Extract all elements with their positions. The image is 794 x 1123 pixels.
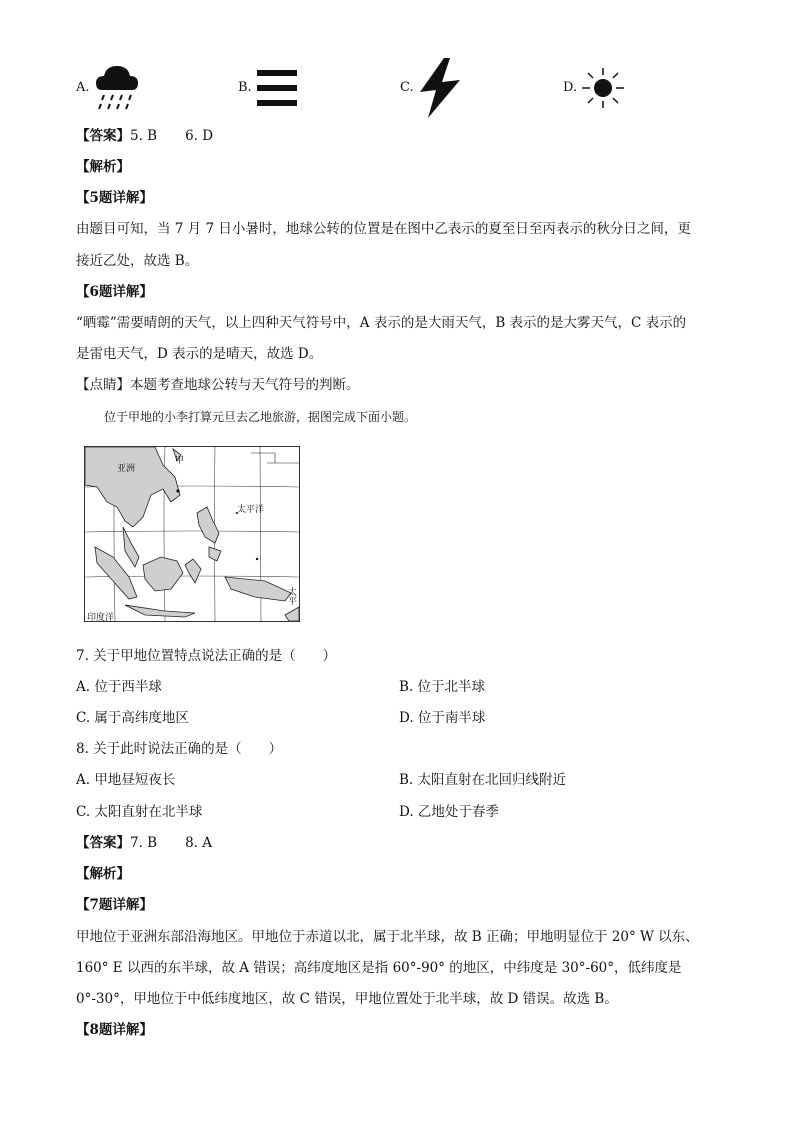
- answer-tag-2: 【答案】: [76, 835, 130, 851]
- q5-detail-line-2: 接近乙处，故选 B。: [76, 253, 199, 269]
- map-label-pacific-short: 太平: [286, 587, 296, 605]
- q7-option-a: A. 位于西半球: [76, 679, 162, 695]
- map-label-jia: 甲: [175, 456, 185, 466]
- sunny-icon: [582, 68, 624, 108]
- thunder-lightning-icon: [418, 58, 462, 118]
- group-intro: 位于甲地的小李打算元旦去乙地旅游，据图完成下面小题。: [104, 410, 417, 424]
- answer-q6: 6. D: [185, 128, 214, 144]
- answer-q7: 7. B: [130, 835, 158, 851]
- map-label-indian-ocean: 印度洋: [87, 613, 115, 623]
- analysis-heading-2: 【解析】: [76, 866, 130, 882]
- heavy-fog-icon: [257, 68, 297, 108]
- q7-option-d: D. 位于南半球: [399, 710, 486, 726]
- q7-detail-line-3: 0°-30°，甲地位于中低纬度地区，故 C 错误，甲地位置处于北半球，故 D 错误。故选 B。: [76, 991, 618, 1007]
- answer-line-2: [76, 834, 212, 852]
- q5-detail-heading: 【5题详解】: [76, 190, 153, 206]
- q7-option-b: B. 位于北半球: [399, 679, 486, 695]
- point-line-1: 【点睛】本题考查地球公转与天气符号的判断。: [76, 377, 360, 393]
- answer-tag: 【答案】: [76, 128, 130, 144]
- q6-detail-line-2: 是雷电天气，D 表示的是晴天，故选 D。: [76, 346, 323, 362]
- q7-detail-line-1: 甲地位于亚洲东部沿海地区。甲地位于赤道以北，属于北半球，故 B 正确；甲地明显位于 20° W 以东、: [76, 929, 699, 945]
- q6-detail-heading: 【6题详解】: [76, 284, 153, 300]
- option-c-letter: C.: [400, 80, 414, 95]
- option-d-letter: D.: [563, 80, 578, 95]
- q8-option-c: C. 太阳直射在北半球: [76, 804, 203, 820]
- q8-option-d: D. 乙地处于春季: [399, 804, 499, 820]
- map-label-pacific: 太平洋: [237, 505, 265, 515]
- q7-option-c: C. 属于高纬度地区: [76, 710, 189, 726]
- answer-q5: 5. B: [130, 128, 158, 144]
- q8-option-a: A. 甲地昼短夜长: [76, 772, 176, 788]
- southeast-asia-map: [84, 446, 300, 622]
- q7-detail-line-2: 160° E 以西的东半球，故 A 错误；高纬度地区是指 60°-90° 的地区，中纬度是 30°-60°，低纬度是: [76, 960, 682, 976]
- q7-detail-heading: 【7题详解】: [76, 897, 153, 913]
- answer-line-1: [76, 127, 213, 145]
- option-b-letter: B.: [238, 80, 252, 95]
- map-label-asia: 亚洲: [117, 464, 136, 474]
- q8-detail-heading: 【8题详解】: [76, 1022, 153, 1038]
- answer-q8: 8. A: [185, 835, 213, 851]
- q6-detail-line-1: “晒霉”需要晴朗的天气，以上四种天气符号中，A 表示的是大雨天气，B 表示的是大雾天气，C 表示的: [76, 315, 687, 331]
- q8-stem: 8. 关于此时说法正确的是（ ）: [76, 741, 283, 757]
- q5-detail-line-1: 由题目可知，当 7 月 7 日小暑时，地球公转的位置是在图中乙表示的夏至日至丙表示的秋分日之间，更: [76, 221, 691, 237]
- q8-option-b: B. 太阳直射在北回归线附近: [399, 772, 567, 788]
- analysis-heading-1: 【解析】: [76, 159, 130, 175]
- option-a-letter: A.: [76, 80, 90, 95]
- heavy-rain-icon: [94, 62, 140, 112]
- q7-stem: 7. 关于甲地位置特点说法正确的是（ ）: [76, 648, 337, 664]
